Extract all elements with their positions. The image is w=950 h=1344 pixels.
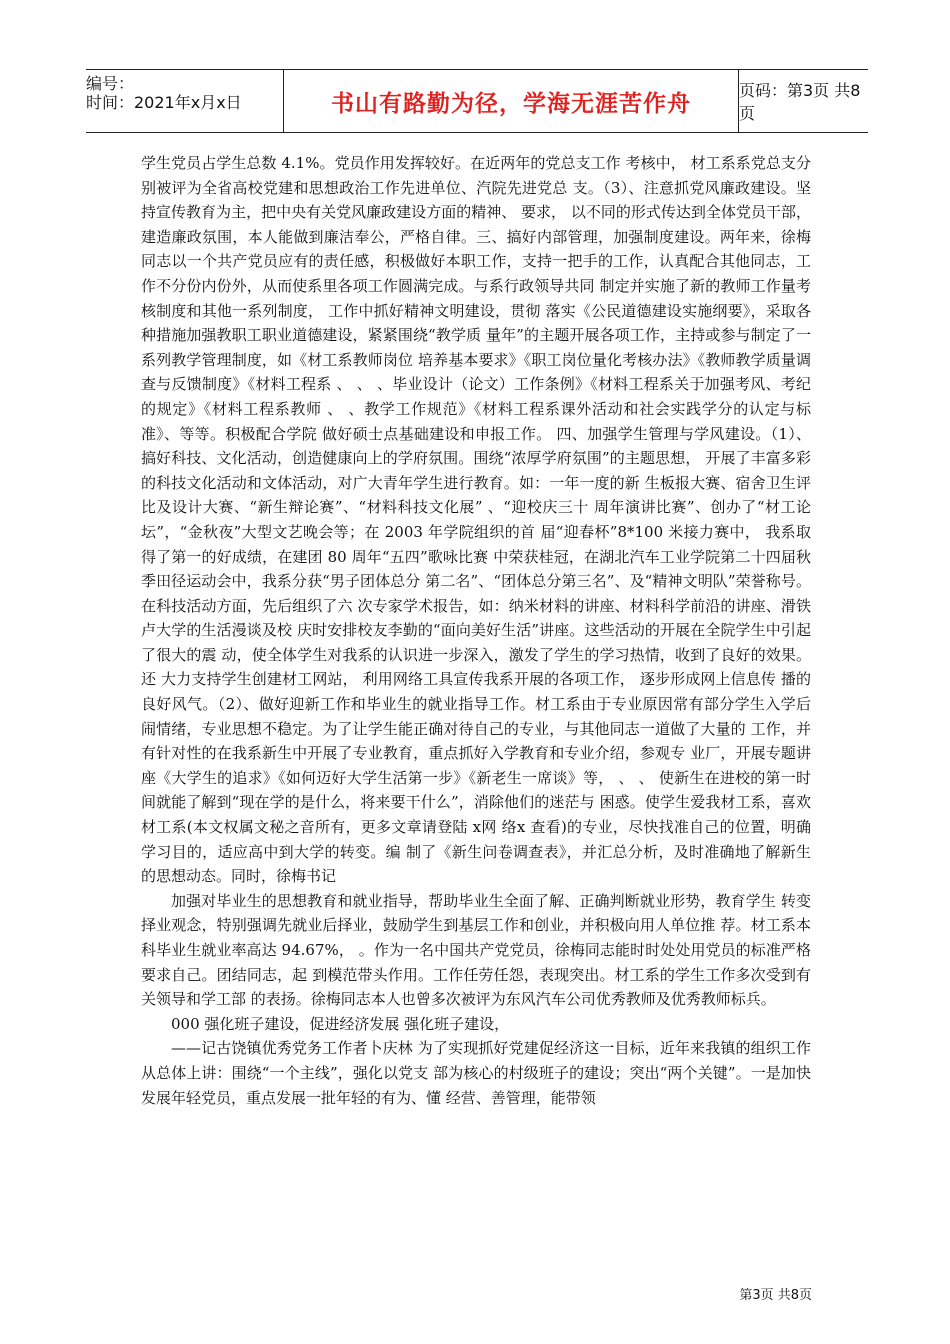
body-paragraph: 加强对毕业生的思想教育和就业指导，帮助毕业生全面了解、正确判断就业形势，教育学生 转变择业观念，特别强调先就业后择业，鼓励学生到基层工作和创业，并积极向用人单位推 荐。材工系本科毕业生就业率高达 94.67%， 。作为一名中国共产党党员，徐梅同志能时时处处用党员的标准严格要求自己。团结同志，起 到模范带头作用。工作任劳任怨，表现突出。材工系的学生工作多次受到有关领导和学工部 的表扬。徐梅同志本人也曾多次被评为东风汽车公司优秀教师及优秀教师标兵。 (141, 891, 811, 1009)
document-body (141, 151, 811, 1110)
page-header (86, 69, 868, 133)
footer-page-number: 第3页 共8页 (739, 1288, 812, 1303)
serial-number-label: 编号： (86, 74, 135, 93)
header-page-number: 页码：第3页 共8页 (739, 81, 861, 123)
header-meta (86, 70, 283, 132)
header-motto: 书山有路勤为径，学海无涯苦作舟 (283, 70, 739, 132)
body-paragraph: 000 强化班子建设，促进经济发展 强化班子建设， (171, 1014, 510, 1033)
body-paragraph: 学生党员占学生总数 4.1%。党员作用发挥较好。在近两年的党总支工作 考核中， 材工系系党总支分别被评为全省高校党建和思想政治工作先进单位、汽院先进党总 支。（3）、注意抓党风廉政建设。坚持宣传教育为主，把中央有关党风廉政建设方面的精神、 要求， 以不同的形式传达到全体党员干部，建造廉政氛围，本人能做到廉洁奉公，严格自律。三、搞好内部管理，加强制度建设。两年来，徐梅同志以一个共产党员应有的责任感，积极做好本职工作，支持一把手的工作，认真配合其他同志，工作不分份内份外，从而使系里各项工作圆满完成。与系行政领导共同 制定并实施了新的教师工作量考核制度和其他一系列制度， 工作中抓好精神文明建设，贯彻 落实《公民道德建设实施纲要》，采取各种措施加强教职工职业道德建设，紧紧围绕“教学质 量年”的主题开展各项工作，主持或参与制定了一系列教学管理制度，如《材工系教师岗位 培养基本要求》《职工岗位量化考核办法》《教师教学质量调查与反馈制度》《材料工程系 、 、 、毕业设计（论文）工作条例》《材料工程系关于加强考风、考纪的规定》《材料工程系教师 、 、教学工作规范》《材料工程系课外活动和社会实践学分的认定与标准》、等等。积极配合学院 做好硕士点基础建设和申报工作。 四、加强学生管理与学风建设。（1）、搞好科技、文化活动，创造健康向上的学府氛围。围绕“浓厚学府氛围”的主题思想， 开展了丰富多彩的科技文化活动和文体活动，对广大青年学生进行教育。如：一年一度的新 生板报大赛、宿舍卫生评比及设计大赛、“新生辩论赛”、“材料科技文化展” 、“迎校庆三十 周年演讲比赛”、创办了“材工论坛”，“金秋夜”大型文艺晚会等；在 2003 年学院组织的首 届“迎春杯”8*100 米接力赛中， 我系取得了第一的好成绩，在建团 80 周年“五四”歌咏比赛 中荣获桂冠，在湖北汽车工业学院第二十四届秋季田径运动会中，我系分获“男子团体总分 第二名”、“团体总分第三名”、及“精神文明队”荣誉称号。在科技活动方面，先后组织了六 次专家学术报告，如：纳米材料的讲座、材料科学前沿的讲座、滑铁卢大学的生活漫谈及校 庆时安排校友李勤的“面向美好生活”讲座。这些活动的开展在全院学生中引起了很大的震 动，使全体学生对我系的认识进一步深入，激发了学生的学习热情，收到了良好的效果。还 大力支持学生创建材工网站， 利用网络工具宣传我系开展的各项工作， 逐步形成网上信息传 播的良好风气。（2）、做好迎新工作和毕业生的就业指导工作。材工系由于专业原因常有部分学生入学后 闹情绪，专业思想不稳定。为了让学生能正确对待自己的专业，与其他同志一道做了大量的 工作，并有针对性的在我系新生中开展了专业教育，重点抓好入学教育和专业介绍，参观专 业厂，开展专题讲座《大学生的追求》《如何迈好大学生活第一步》《新老生一席谈》等， 、 、 使新生在进校的第一时间就能了解到“现在学的是什么，将来要干什么”，消除他们的迷茫与 困惑。使学生爱我材工系，喜欢材工系(本文权属文秘之音所有，更多文章请登陆 x网 络x 查看)的专业，尽快找准自己的位置，明确学习目的，适应高中到大学的转变。编 制了《新生问卷调查表》，并汇总分析，及时准确地了解新生的思想动态。同时，徐梅书记 (141, 154, 811, 886)
body-paragraph: ——记古饶镇优秀党务工作者卜庆林 为了实现抓好党建促经济这一目标，近年来我镇的组织工作从总体上讲：围绕“一个主线”，强化以党支 部为核心的村级班子的建设；突出“两个关键”。一是加快发展年轻党员，重点发展一批年轻的有为、懂 经营、善管理，能带领 (141, 1039, 811, 1107)
date-label: 时间：2021年x月x日 (86, 93, 242, 112)
